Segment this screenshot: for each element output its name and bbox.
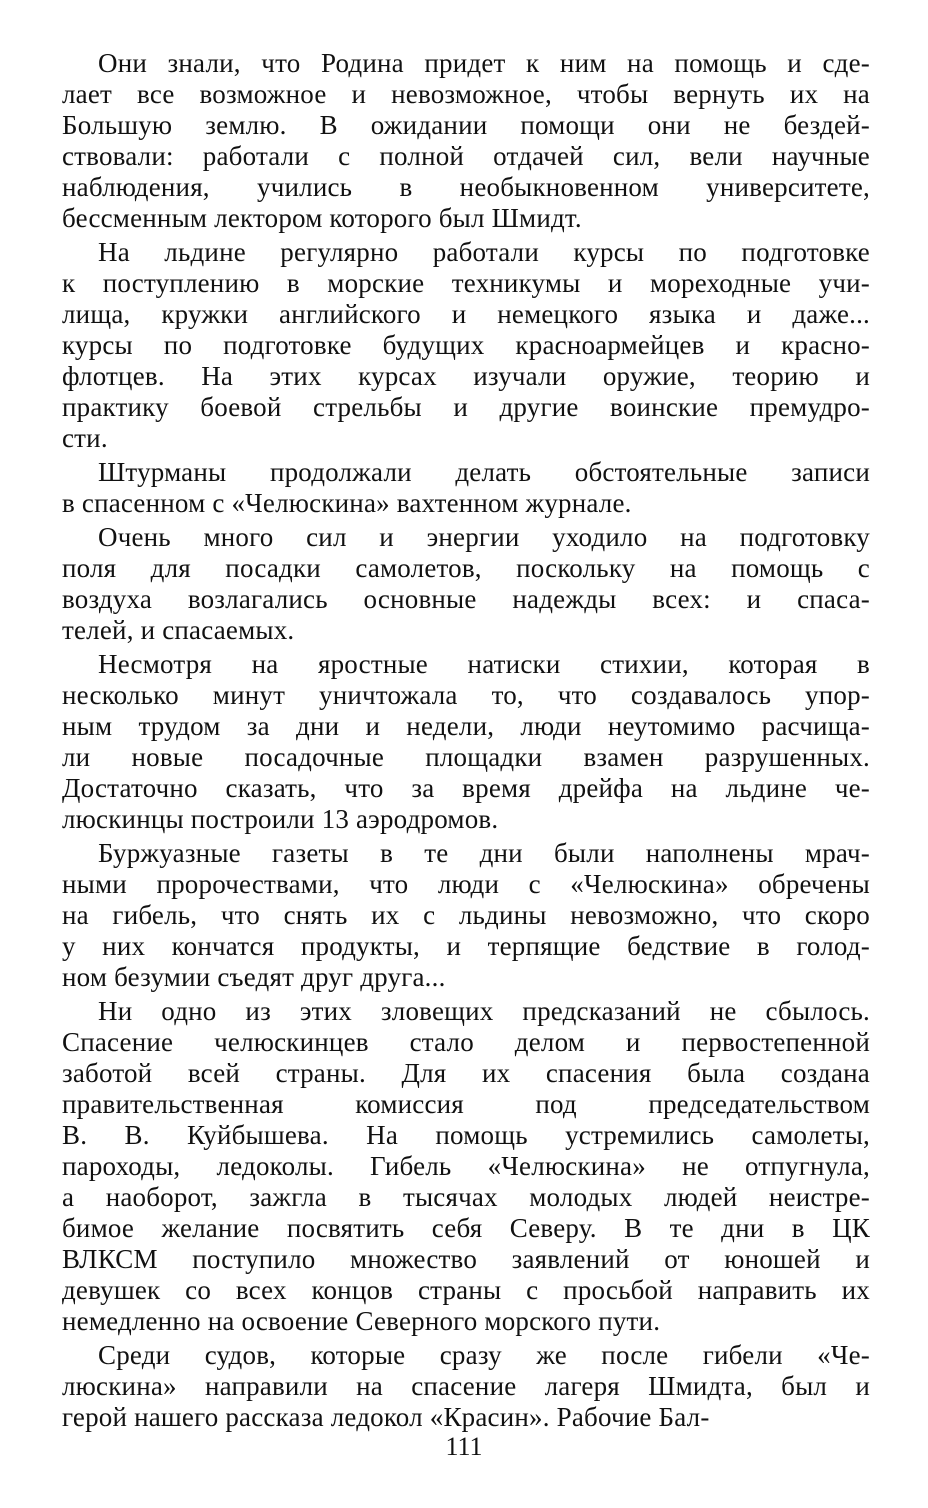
text-line: на гибель, что снять их с льдины невозможно, что скоро [62,900,870,930]
text-line: флотцев. На этих курсах изучали оружие, теорию и [62,361,870,391]
paragraph [62,1340,870,1433]
text-line: люскинцы построили 13 аэродромов. [62,804,499,834]
page-body-text [62,48,870,1436]
text-line: На льдине регулярно работали курсы по подготовке [98,237,870,267]
text-line: ВЛКСМ поступило множество заявлений от юношей и [62,1244,870,1274]
text-line: Буржуазные газеты в те дни были наполнены мрач- [98,838,870,868]
text-line: Ни одно из этих зловещих предсказаний не сбылось. [98,996,870,1026]
text-line: Большую землю. В ожидании помощи они не бездей- [62,110,870,140]
text-line: Очень много сил и энергии уходило на подготовку [98,522,870,552]
text-line: лища, кружки английского и немецкого языка и даже... [62,299,870,329]
text-line: сти. [62,423,108,453]
text-line: а наоборот, зажгла в тысячах молодых людей неистре- [62,1182,870,1212]
text-line: ными пророчествами, что люди с «Челюскина» обречены [62,869,870,899]
paragraph [62,237,870,454]
text-line: курсы по подготовке будущих красноармейцев и красно- [62,330,870,360]
paragraph [62,48,870,234]
text-line: лает все возможное и невозможное, чтобы вернуть их на [62,79,870,109]
text-line: люскина» направили на спасение лагеря Шмидта, был и [62,1371,870,1401]
text-line: несколько минут уничтожала то, что создавалось упор- [62,680,870,710]
text-line: Спасение челюскинцев стало делом и первостепенной [62,1027,870,1057]
text-line: В. В. Куйбышева. На помощь устремились самолеты, [62,1120,870,1150]
text-line: пароходы, ледоколы. Гибель «Челюскина» не отпугнула, [62,1151,870,1181]
text-line: ли новые посадочные площадки взамен разрушенных. [62,742,870,772]
text-line: герой нашего рассказа ледокол «Красин». Рабочие Бал- [62,1402,710,1432]
text-line: заботой всей страны. Для их спасения была создана [62,1058,870,1088]
text-line: наблюдения, учились в необыкновенном университете, [62,172,870,202]
paragraph [62,649,870,835]
text-line: ным трудом за дни и недели, люди неутомимо расчища- [62,711,870,741]
text-line: Достаточно сказать, что за время дрейфа на льдине че- [62,773,870,803]
text-line: поля для посадки самолетов, поскольку на помощь с [62,553,870,583]
text-line: девушек со всех концов страны с просьбой направить их [62,1275,870,1305]
text-line: к поступлению в морские техникумы и мореходные учи- [62,268,870,298]
text-line: телей, и спасаемых. [62,615,295,645]
text-line: ствовали: работали с полной отдачей сил, вели научные [62,141,870,171]
text-line: практику боевой стрельбы и другие воинские премудро- [62,392,870,422]
text-line: Они знали, что Родина придет к ним на помощь и сде- [98,48,870,78]
text-line: немедленно на освоение Северного морского пути. [62,1306,661,1336]
text-line: у них кончатся продукты, и терпящие бедствие в голод- [62,931,870,961]
text-line: бимое желание посвятить себя Северу. В те дни в ЦК [62,1213,870,1243]
text-line: Штурманы продолжали делать обстоятельные записи [98,457,870,487]
text-line: ном безумии съедят друг друга... [62,962,446,992]
text-line: в спасенном с «Челюскина» вахтенном журнале. [62,488,632,518]
text-line: правительственная комиссия под председательством [62,1089,870,1119]
text-line: Среди судов, которые сразу же после гибели «Че- [98,1340,870,1370]
paragraph [62,996,870,1337]
text-line: Несмотря на яростные натиски стихии, которая в [98,649,870,679]
paragraph [62,457,870,519]
text-line: бессменным лектором которого был Шмидт. [62,203,582,233]
page-number: 111 [445,1432,483,1461]
paragraph [62,522,870,646]
text-line: воздуха возлагались основные надежды всех: и спаса- [62,584,870,614]
paragraph [62,838,870,993]
